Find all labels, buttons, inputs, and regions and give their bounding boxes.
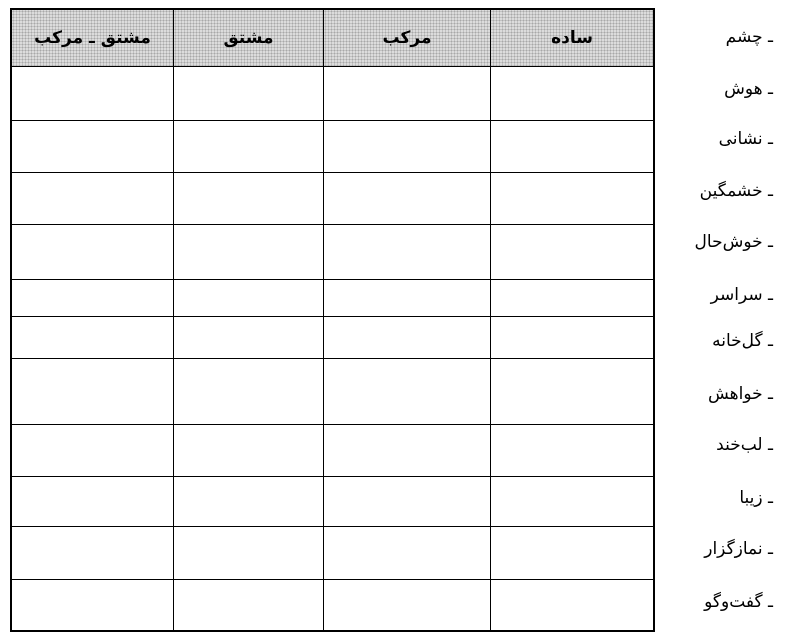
word-item: ـ چشم	[725, 27, 773, 47]
table-row	[12, 477, 653, 527]
table-cell[interactable]	[12, 317, 174, 358]
table-row	[12, 580, 653, 630]
table-cell[interactable]	[324, 580, 491, 630]
table-cell[interactable]	[174, 359, 324, 424]
table-cell[interactable]	[491, 121, 653, 172]
table-cell[interactable]	[12, 580, 174, 630]
header-derived-compound: مشتق ـ مرکب	[12, 10, 174, 66]
table-header-row	[12, 10, 653, 67]
table-row	[12, 359, 653, 425]
table-cell[interactable]	[12, 173, 174, 224]
table-cell[interactable]	[491, 317, 653, 358]
table-cell[interactable]	[324, 477, 491, 526]
table-cell[interactable]	[174, 67, 324, 120]
table-cell[interactable]	[491, 173, 653, 224]
table-cell[interactable]	[174, 121, 324, 172]
table-cell[interactable]	[324, 225, 491, 279]
table-cell[interactable]	[12, 121, 174, 172]
table-cell[interactable]	[12, 425, 174, 476]
table-row	[12, 527, 653, 580]
table-cell[interactable]	[324, 359, 491, 424]
table-row	[12, 67, 653, 121]
table-cell[interactable]	[324, 527, 491, 579]
table-cell[interactable]	[324, 280, 491, 316]
table-cell[interactable]	[324, 121, 491, 172]
word-item: ـ هوش	[724, 79, 773, 99]
table-cell[interactable]	[324, 317, 491, 358]
table-row	[12, 280, 653, 317]
word-item: ـ خواهش	[707, 384, 773, 404]
table-row	[12, 173, 653, 225]
table-cell[interactable]	[324, 425, 491, 476]
table-cell[interactable]	[174, 425, 324, 476]
table-cell[interactable]	[174, 477, 324, 526]
word-item: ـ خوش‌حال	[694, 232, 773, 252]
table-cell[interactable]	[491, 580, 653, 630]
word-list	[655, 0, 795, 644]
header-simple: ساده	[551, 28, 593, 48]
header-compound: مرکب	[324, 10, 491, 66]
table-cell[interactable]	[324, 173, 491, 224]
word-item: ـ خشمگین	[699, 181, 773, 201]
table-cell[interactable]	[174, 527, 324, 579]
table-cell[interactable]	[174, 317, 324, 358]
table-cell[interactable]	[491, 359, 653, 424]
table-cell[interactable]	[12, 280, 174, 316]
word-item: ـ نشانی	[718, 129, 773, 149]
table-row	[12, 317, 653, 359]
table-cell[interactable]	[491, 425, 653, 476]
table-cell[interactable]	[174, 225, 324, 279]
header-derived: مشتق	[174, 10, 324, 66]
table-cell[interactable]	[174, 173, 324, 224]
word-item: ـ گل‌خانه	[712, 331, 773, 351]
table-cell[interactable]	[12, 225, 174, 279]
word-item: ـ نمازگزار	[704, 539, 773, 559]
table-cell[interactable]	[12, 477, 174, 526]
word-item: ـ زیبا	[739, 488, 773, 508]
table-cell[interactable]	[12, 67, 174, 120]
table-cell[interactable]	[491, 527, 653, 579]
word-item: ـ لب‌خند	[716, 435, 773, 455]
table-cell[interactable]	[491, 280, 653, 316]
table-cell[interactable]	[491, 477, 653, 526]
table-row	[12, 121, 653, 173]
word-item: ـ گفت‌وگو	[704, 592, 773, 612]
classification-table	[10, 8, 655, 632]
table-cell[interactable]	[491, 225, 653, 279]
table-cell[interactable]	[174, 580, 324, 630]
table-cell[interactable]	[491, 67, 653, 120]
table-row	[12, 425, 653, 477]
word-item: ـ سراسر	[710, 285, 773, 305]
table-cell[interactable]	[324, 67, 491, 120]
table-cell[interactable]	[12, 359, 174, 424]
table-cell[interactable]	[174, 280, 324, 316]
table-cell[interactable]	[12, 527, 174, 579]
table-row	[12, 225, 653, 280]
